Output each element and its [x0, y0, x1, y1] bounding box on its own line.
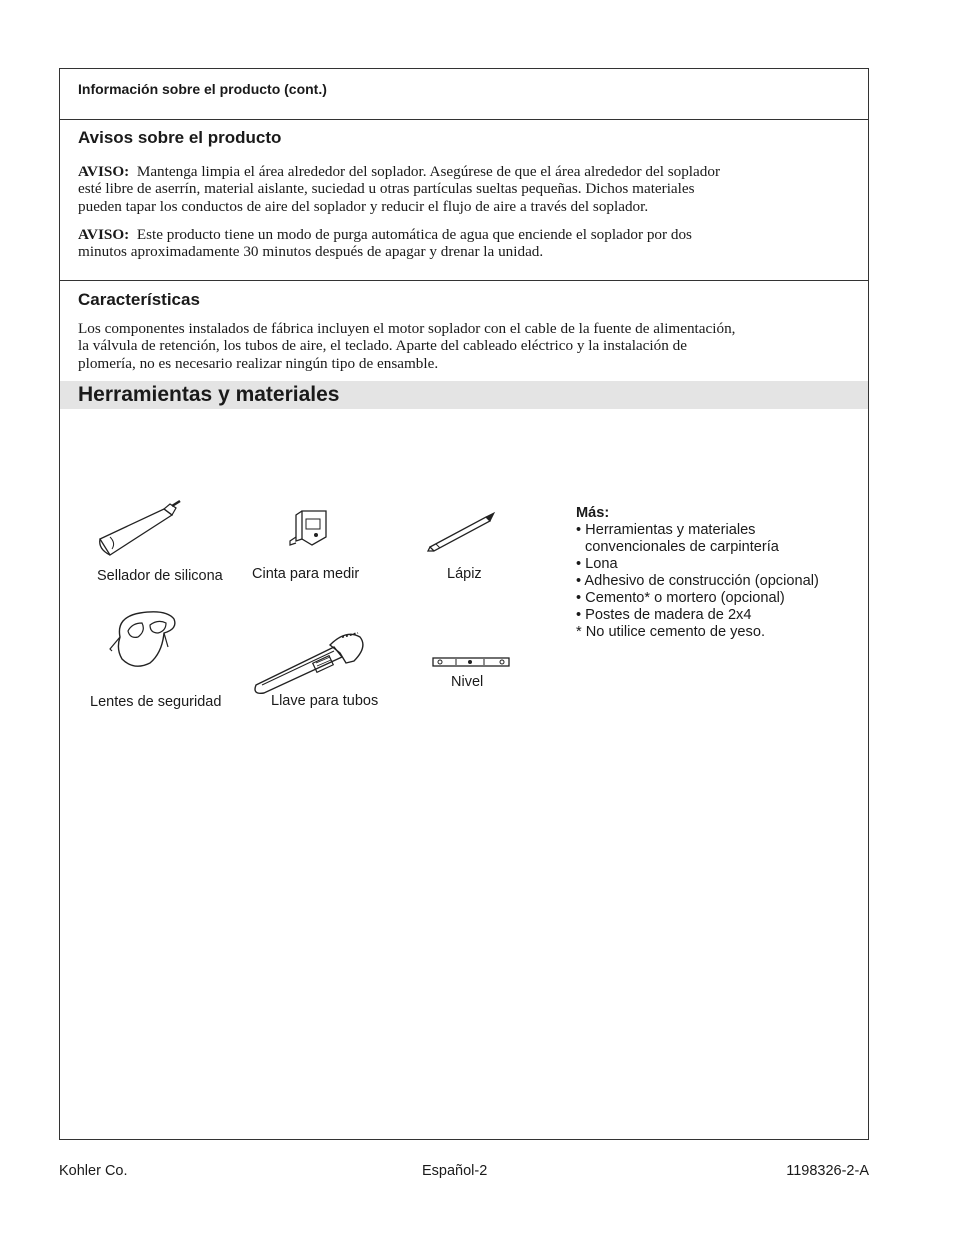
- list-item: * No utilice cemento de yeso.: [576, 624, 766, 640]
- aviso-paragraph-1: AVISO: Mantenga limpia el área alrededor del soplador. Asegúrese de que el área alrededor del soplador esté libre de aserrín, material aislante, suciedad u otras partículas sueltas pequeñas. Dichos materiales pueden tapar los conductos de aire del soplador y reducir el flujo de aire a través del soplador.: [78, 163, 721, 215]
- list-item: • Postes de madera de 2x4: [576, 607, 752, 623]
- footer-company: Kohler Co.: [59, 1163, 128, 1179]
- list-item: • Adhesivo de construcción (opcional): [576, 573, 819, 589]
- tools-title: Herramientas y materiales: [78, 383, 340, 406]
- list-item: convencionales de carpintería: [585, 539, 779, 555]
- tool-label-pencil: Lápiz: [447, 566, 482, 582]
- more-materials-list: [576, 505, 819, 641]
- tools-section-band: [60, 381, 868, 409]
- footer-document-id: 1198326-2-A: [786, 1163, 869, 1179]
- tool-label-sealant: Sellador de silicona: [97, 568, 223, 584]
- aviso-label: AVISO:: [78, 163, 130, 180]
- aviso-paragraph-2: AVISO: Este producto tiene un modo de purga automática de agua que enciende el soplador por dos minutos aproximadamente 30 minutos después de apagar y drenar la unidad.: [78, 226, 692, 261]
- pipe-wrench-icon: [250, 623, 368, 697]
- pencil-icon: [426, 511, 498, 555]
- tool-label-wrench: Llave para tubos: [271, 693, 379, 709]
- tool-label-tape: Cinta para medir: [252, 566, 360, 582]
- divider: [60, 119, 868, 120]
- tool-label-glasses: Lentes de seguridad: [90, 694, 222, 710]
- level-icon: [432, 657, 512, 669]
- aviso-label: AVISO:: [78, 226, 130, 243]
- content-frame: [59, 68, 869, 1140]
- list-item: • Herramientas y materiales: [576, 522, 756, 538]
- more-materials-title: Más:: [576, 505, 610, 521]
- silicone-sealant-icon: [96, 499, 182, 559]
- list-item: • Cemento* o mortero (opcional): [576, 590, 785, 606]
- tape-measure-icon: [286, 507, 334, 551]
- page-header: Información sobre el producto (cont.): [78, 81, 327, 97]
- safety-glasses-icon: [106, 607, 186, 673]
- caracteristicas-paragraph: Los componentes instalados de fábrica incluyen el motor soplador con el cable de la fuente de alimentación, la válvula de retención, los tubos de aire, el teclado. Aparte del cableado eléctrico y la instalación de plomería, no es necesario realizar ningún tipo de ensamble.: [78, 320, 736, 372]
- caracteristicas-title: Características: [78, 290, 200, 309]
- footer-page-number: Español-2: [422, 1163, 488, 1179]
- avisos-title: Avisos sobre el producto: [78, 128, 282, 147]
- tool-label-level: Nivel: [451, 674, 484, 690]
- divider: [60, 280, 868, 281]
- list-item: • Lona: [576, 556, 618, 572]
